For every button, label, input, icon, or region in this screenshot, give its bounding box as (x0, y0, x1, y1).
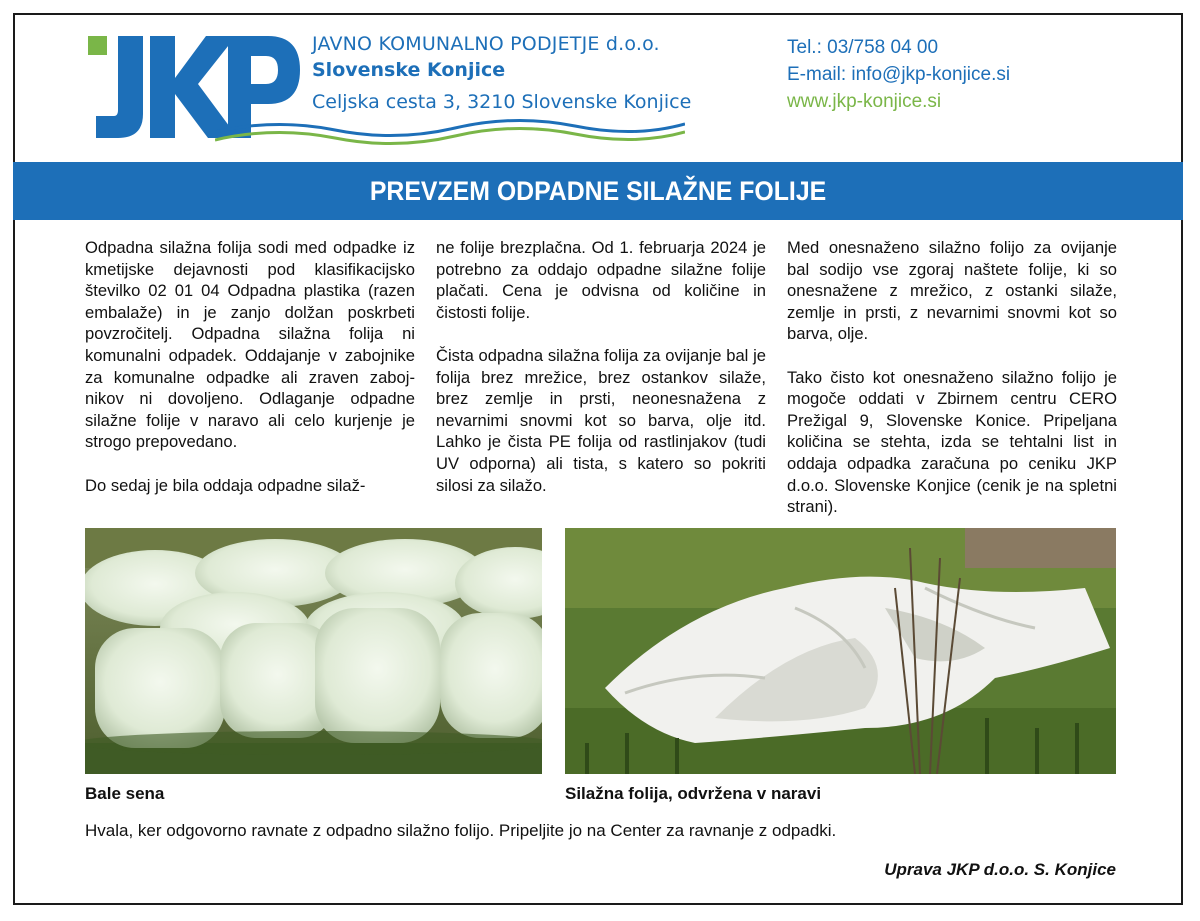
photo-caption-film: Silažna folija, odvržena v naravi (565, 784, 822, 803)
company-address: Celjska cesta 3, 3210 Slovenske Konjice (312, 91, 692, 113)
paragraph: Do sedaj je bila oddaja odpadne silaž- (85, 475, 366, 495)
hay-bales-photo (85, 528, 542, 774)
website-link[interactable]: www.jkp-konjice.si (787, 91, 942, 112)
discarded-film-photo (565, 528, 1116, 774)
title-banner (13, 162, 1183, 220)
page-title: PREVZEM ODPADNE SILAŽNE FOLIJE (369, 175, 827, 206)
paragraph: Tako čisto kot onesnaženo silažno folijo je mogoče oddati v Zbirnem centru CERO Prežigal 9, Slovenske Konice. Pripeljana količina se stehta, izda se tehtalni list in oddaja odpadka zaračuna po ceniku JKP d.o.o. Slovenske Konjice (cenik je na spletni strani). (787, 367, 1117, 517)
photo-caption-bales: Bale sena (85, 784, 165, 803)
text-column-3 (787, 237, 1117, 539)
email-address: E-mail: info@jkp-konjice.si (787, 64, 1011, 85)
paragraph: ne folije brezplačna. Od 1. februarja 2024 je potrebno za oddajo odpadne silažne folije plačati. Cena je odvisna od količine in čistosti folije. (436, 238, 766, 322)
signature: Uprava JKP d.o.o. S. Konjice (884, 860, 1116, 879)
company-info (312, 33, 691, 113)
company-town: Slovenske Konjice (312, 59, 506, 81)
company-name: JAVNO KOMUNALNO PODJETJE d.o.o. (312, 33, 660, 55)
text-column-1 (85, 237, 415, 518)
paragraph: Čista odpadna silažna folija za ovijanje bal je folija brez mrežice, brez ostankov silaže, brez zemlje in prsti, neonesnažena z nevarnimi snovmi kot so barva, olje itd. Lahko je čista PE folija od rastlinjakov (tudi UV odporna) ali tista, s katero so pokriti silosi za silažo. (436, 345, 766, 495)
closing-note: Hvala, ker odgovorno ravnate z odpadno silažno folijo. Pripeljite jo na Center za ravnanje z odpadki. (85, 821, 837, 840)
wave-decoration (215, 110, 685, 150)
paragraph: Med onesnaženo silažno folijo za ovijanje bal sodijo vse zgoraj naštete folije, ki so onesnažene z mrežico, z ostanki silaže, zemlje in prsti, z nevarnimi snovmi kot so barva, olje. (787, 238, 1117, 344)
phone-number: Tel.: 03/758 04 00 (787, 37, 939, 58)
paragraph: Odpadna silažna folija sodi med odpadke iz kmetijske dejavnosti pod klasifikacijsko številko 02 01 04 Odpadna plastika (razen embalaže) in je zanjo dolžan poskrbeti povzročitelj. Odpadna silažna folija ni komunalni odpadek. Oddajanje v zabojnike za komunalne odpadke ali zraven zabojnikov ni dovoljeno. Odlaganje odpadne silažne folije v naravo ali celo kurjenje je strogo prepovedano. (85, 238, 415, 452)
contact-info (787, 34, 1010, 115)
text-column-2 (436, 237, 766, 518)
